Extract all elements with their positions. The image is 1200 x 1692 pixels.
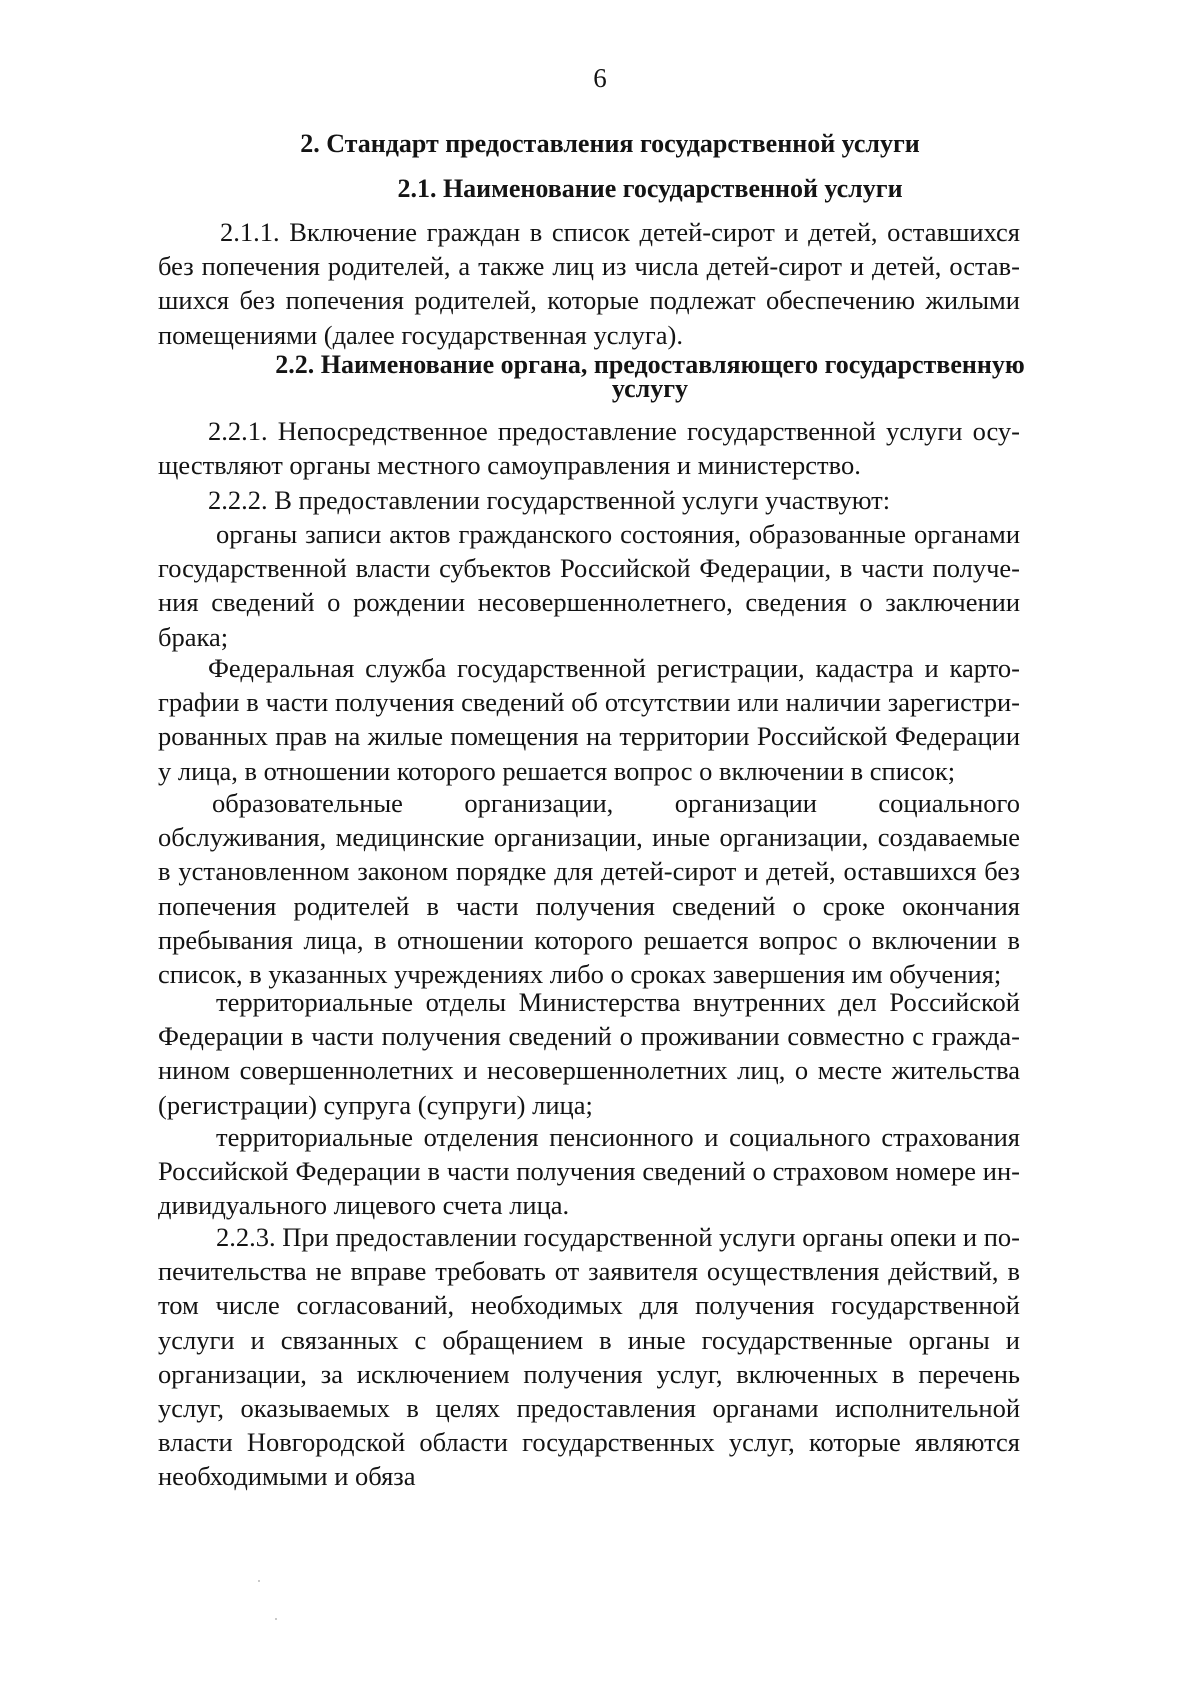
paragraph-interior-ministry: территориальные отделы Министерства внутренних дел Российской Федерации в части получения сведений о проживании совместно с гражданином совершеннолетних и несовершеннолетних лиц, о месте жительства (регистрации) супруга (супруги) лица; — [158, 987, 1020, 1120]
paragraph-2-1-1: 2.1.1. Включение граждан в список детей-сирот и детей, оставшихся без попечения родителей, а также лиц из числа детей-сирот и детей, оставшихся без попечения родителей, которые подлежат обеспечению жилыми помещениями (далее государственная услуга). — [158, 217, 1020, 350]
paragraph-rosreestr: Федеральная служба государственной регистрации, кадастра и картографии в части получения сведений об отсутствии или наличии зарегистрированных прав на жилые помещения на территории Российской Федерации у лица, в отношении которого решается вопрос о включении в список; — [158, 653, 1020, 786]
scan-speck — [275, 1618, 277, 1620]
subsection-heading-2-1: 2.1. Наименование государственной услуги — [397, 174, 903, 203]
paragraph-2-2-3: 2.2.3. При предоставлении государственной услуги органы опеки и попечительства не вправе требовать от заявителя осуществления действий, в том числе согласований, необходимых для получения государственной услуги и связанных с обращением в иные государственные органы и организации, за исключением получения услуг, включенных в перечень услуг, оказываемых в целях предоставления органами исполнительной власти Новгородской области государственных услуг, которые являются необходимыми и обяза — [158, 1222, 1020, 1492]
section-heading: 2. Стандарт предоставления государственной услуги — [300, 129, 920, 158]
page-number: 6 — [593, 63, 607, 93]
subsection-heading-2-2: 2.2. Наименование органа, предоставляющего государственную услугу — [275, 350, 1025, 403]
paragraph-2-2-1: 2.2.1. Непосредственное предоставление государственной услуги осуществляют органы местного самоуправления и министерство. — [158, 416, 1020, 481]
paragraph-civil-registry: органы записи актов гражданского состояния, образованные органами государственной власти субъектов Российской Федерации, в части получения сведений о рождении несовершеннолетнего, сведения о заключении брака; — [158, 519, 1020, 652]
paragraph-educational-organizations: образовательные организации, организации социального обслуживания, медицинские организации, иные организации, создаваемые в установленном законом порядке для детей-сирот и детей, оставшихся без попечения родителей в части получения сведений о сроке окончания пребывания лица, в отношении которого решается вопрос о включении в список, в указанных учреждениях либо о сроках завершения им обучения; — [158, 788, 1020, 990]
paragraph-pension-social-insurance: территориальные отделения пенсионного и социального страхования Российской Федерации в части получения сведений о страховом номере индивидуального лицевого счета лица. — [158, 1122, 1020, 1221]
scan-speck — [258, 1580, 260, 1582]
paragraph-2-2-2: 2.2.2. В предоставлении государственной услуги участвуют: — [208, 485, 891, 515]
